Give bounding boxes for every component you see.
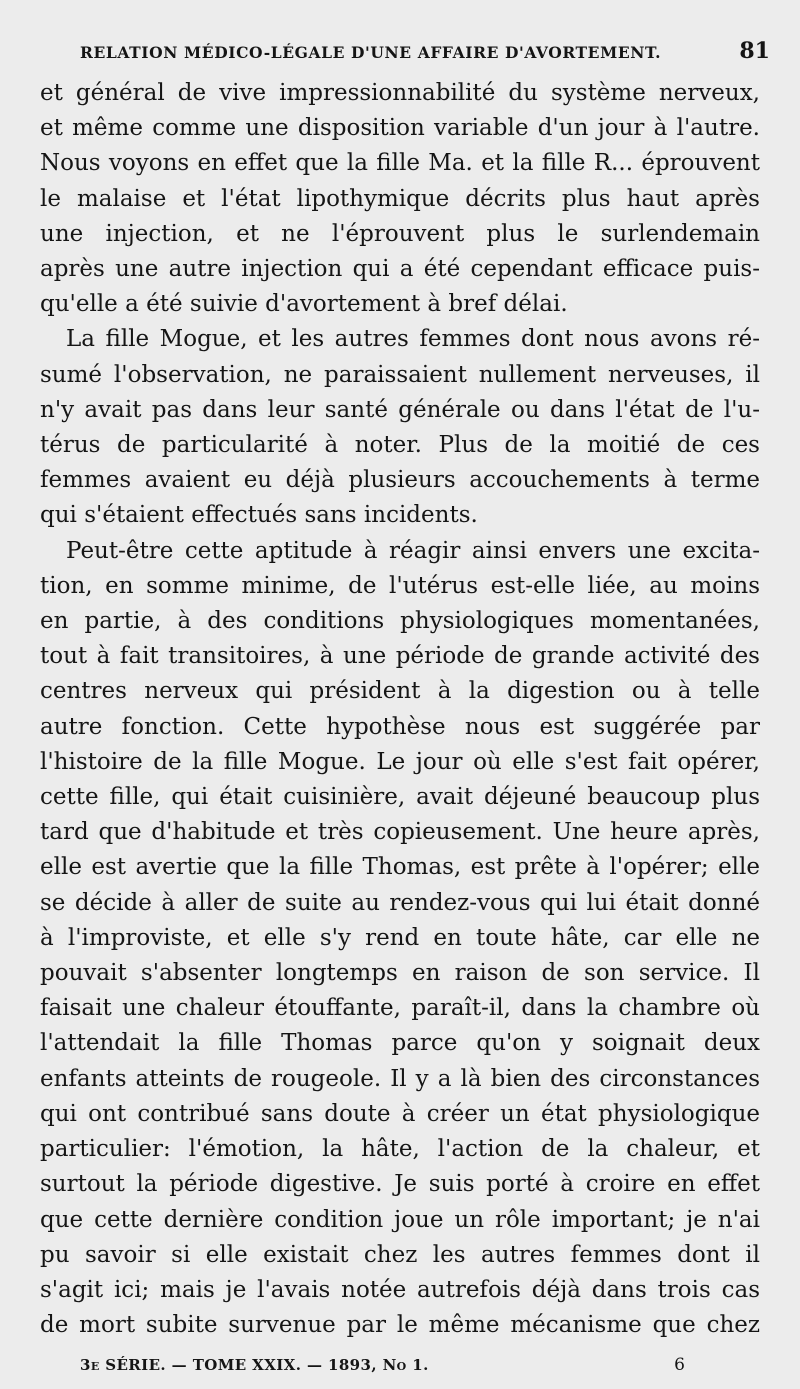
text-line: Nous voyons en effet que la fille Ma. et la fille R... éprouvent bbox=[40, 150, 760, 177]
text-line: femmes avaient eu déjà plusieurs accouchements à terme bbox=[40, 467, 760, 494]
text-line: l'attendait la fille Thomas parce qu'on y soignait deux bbox=[40, 1030, 760, 1057]
text-line: particulier: l'émotion, la hâte, l'action de la chaleur, et bbox=[40, 1136, 760, 1163]
text-line: à l'improviste, et elle s'y rend en toute hâte, car elle ne bbox=[40, 924, 760, 951]
text-line: enfants atteints de rougeole. Il y a là bien des circonstances bbox=[40, 1065, 760, 1092]
page-footer bbox=[80, 1355, 685, 1375]
text-line: une injection, et ne l'éprouvent plus le surlendemain bbox=[40, 220, 760, 247]
signature-mark: 6 bbox=[674, 1355, 685, 1375]
text-line: sumé l'observation, ne paraissaient nullement nerveuses, il bbox=[40, 361, 760, 388]
text-line: surtout la période digestive. Je suis porté à croire en effet bbox=[40, 1171, 760, 1198]
text-line: tion, en somme minime, de l'utérus est-elle liée, au moins bbox=[40, 572, 760, 599]
text-line: Peut-être cette aptitude à réagir ainsi envers une excita- bbox=[66, 537, 760, 564]
text-line: et général de vive impressionnabilité du système nerveux, bbox=[40, 80, 760, 106]
text-line: qui s'étaient effectués sans incidents. bbox=[40, 502, 478, 529]
header-title: RELATION MÉDICO-LÉGALE D'UNE AFFAIRE D'AVORTEMENT. bbox=[80, 43, 662, 62]
body-text bbox=[40, 76, 760, 1343]
text-line: l'histoire de la fille Mogue. Le jour où elle s'est fait opérer, bbox=[40, 748, 760, 775]
text-line: elle est avertie que la fille Thomas, est prête à l'opérer; elle bbox=[40, 854, 760, 881]
running-header bbox=[80, 38, 770, 64]
text-line: n'y avait pas dans leur santé générale ou dans l'état de l'u- bbox=[40, 396, 760, 423]
text-line: faisait une chaleur étouffante, paraît-il, dans la chambre où bbox=[40, 995, 760, 1022]
text-line: après une autre injection qui a été cependant efficace puis- bbox=[40, 256, 760, 283]
text-line: cette fille, qui était cuisinière, avait déjeuné beaucoup plus bbox=[40, 784, 760, 811]
text-line: se décide à aller de suite au rendez-vous qui lui était donné bbox=[40, 889, 760, 916]
text-line: et même comme une disposition variable d'un jour à l'autre. bbox=[40, 115, 760, 142]
text-line: centres nerveux qui président à la digestion ou à telle bbox=[40, 678, 760, 705]
text-line: tard que d'habitude et très copieusement. Une heure après, bbox=[40, 819, 760, 846]
page-number: 81 bbox=[739, 38, 770, 64]
text-line: le malaise et l'état lipothymique décrits plus haut après bbox=[40, 185, 760, 212]
text-line: autre fonction. Cette hypothèse nous est suggérée par bbox=[40, 713, 760, 740]
series-info: 3e SÉRIE. — TOME XXIX. — 1893, No 1. bbox=[80, 1356, 429, 1374]
text-line: pouvait s'absenter longtemps en raison de son service. Il bbox=[40, 960, 760, 987]
text-line: qu'elle a été suivie d'avortement à bref délai. bbox=[40, 291, 568, 318]
text-line: pu savoir si elle existait chez les autres femmes dont il bbox=[40, 1241, 760, 1268]
text-line: que cette dernière condition joue un rôle important; je n'ai bbox=[40, 1206, 760, 1233]
text-line: La fille Mogue, et les autres femmes dont nous avons ré- bbox=[66, 326, 760, 353]
text-line: qui ont contribué sans doute à créer un état physiologique bbox=[40, 1100, 760, 1127]
text-line: de mort subite survenue par le même mécanisme que chez bbox=[40, 1312, 760, 1339]
text-line: en partie, à des conditions physiologiques momentanées, bbox=[40, 608, 760, 635]
text-line: tout à fait transitoires, à une période de grande activité des bbox=[40, 643, 760, 670]
text-line: s'agit ici; mais je l'avais notée autrefois déjà dans trois cas bbox=[40, 1276, 760, 1303]
text-line: térus de particularité à noter. Plus de la moitié de ces bbox=[40, 432, 760, 459]
